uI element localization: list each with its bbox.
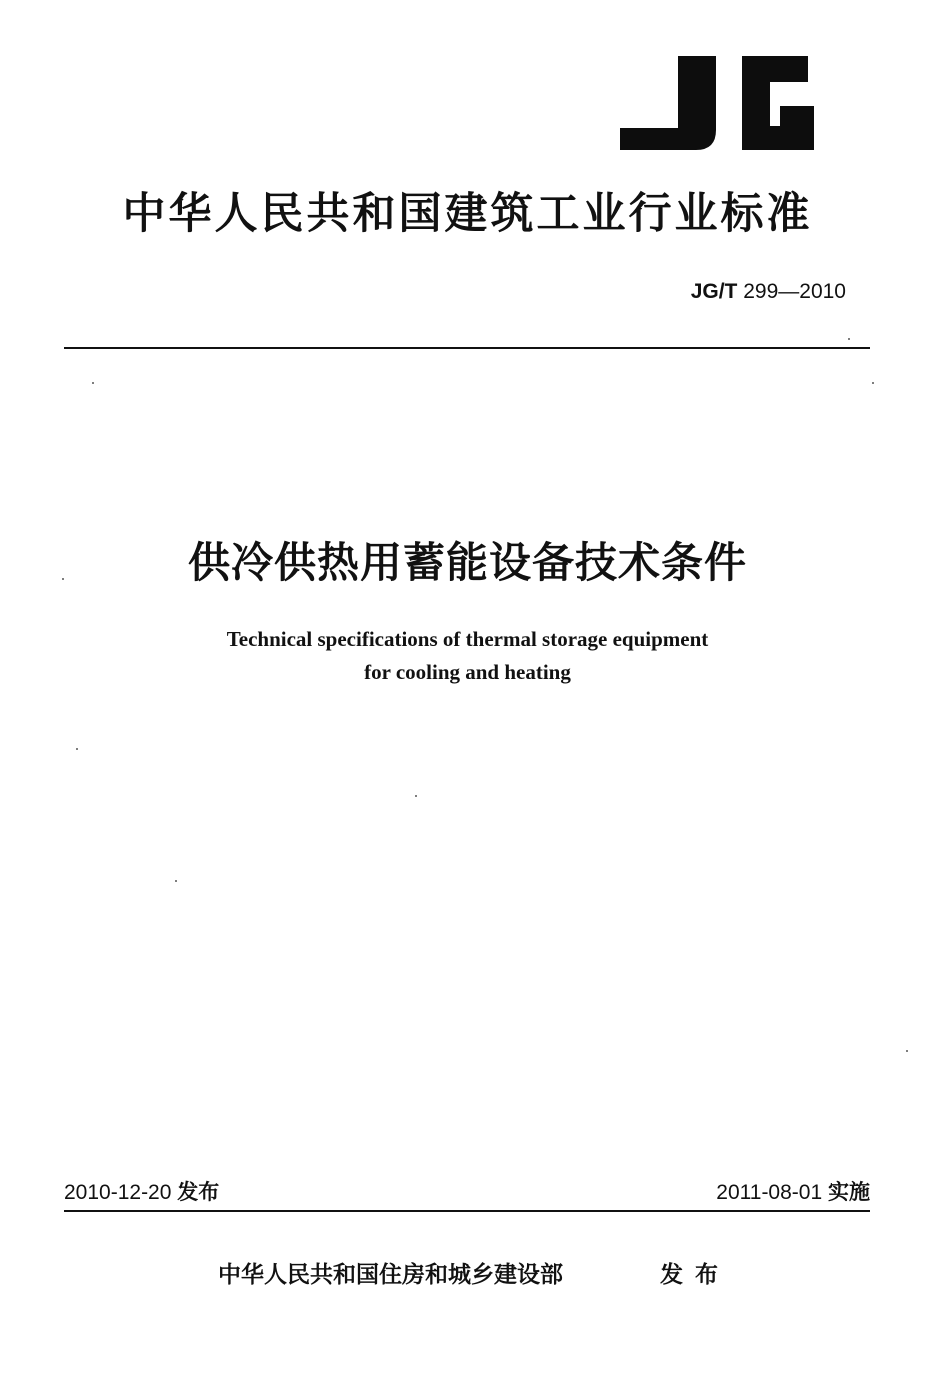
jg-logo xyxy=(620,52,814,152)
standard-code-prefix: JG/T xyxy=(690,280,738,303)
scan-speck xyxy=(415,795,417,797)
scan-speck xyxy=(872,382,874,384)
scan-speck xyxy=(906,1050,908,1052)
implementation-date: 2011-08-01 xyxy=(716,1181,823,1204)
scan-speck xyxy=(92,382,94,384)
implementation-label: 实施 xyxy=(828,1180,870,1204)
top-divider xyxy=(64,347,870,349)
scan-speck xyxy=(62,578,64,580)
issue-date-line xyxy=(64,1178,219,1207)
scan-speck xyxy=(76,748,78,750)
bottom-divider xyxy=(64,1210,870,1212)
document-title-chinese: 供冷供热用蓄能设备技术条件 xyxy=(187,538,747,587)
publish-label: 发布 xyxy=(660,1262,730,1288)
scan-speck xyxy=(175,880,177,882)
document-title-english-line-2: for cooling and heating xyxy=(364,660,571,684)
scan-speck xyxy=(848,338,850,340)
standard-code xyxy=(691,278,846,306)
issue-date: 2010-12-20 xyxy=(64,1181,172,1204)
issue-label: 发布 xyxy=(177,1180,220,1204)
standard-category-title: 中华人民共和国建筑工业行业标准 xyxy=(122,189,813,239)
document-title-english-line-1: Technical specifications of thermal storage equipment xyxy=(226,627,709,651)
implementation-date-line xyxy=(716,1178,870,1207)
publisher-name: 中华人民共和国住房和城乡建设部 xyxy=(218,1262,563,1288)
standard-code-number: 299—2010 xyxy=(743,280,846,303)
